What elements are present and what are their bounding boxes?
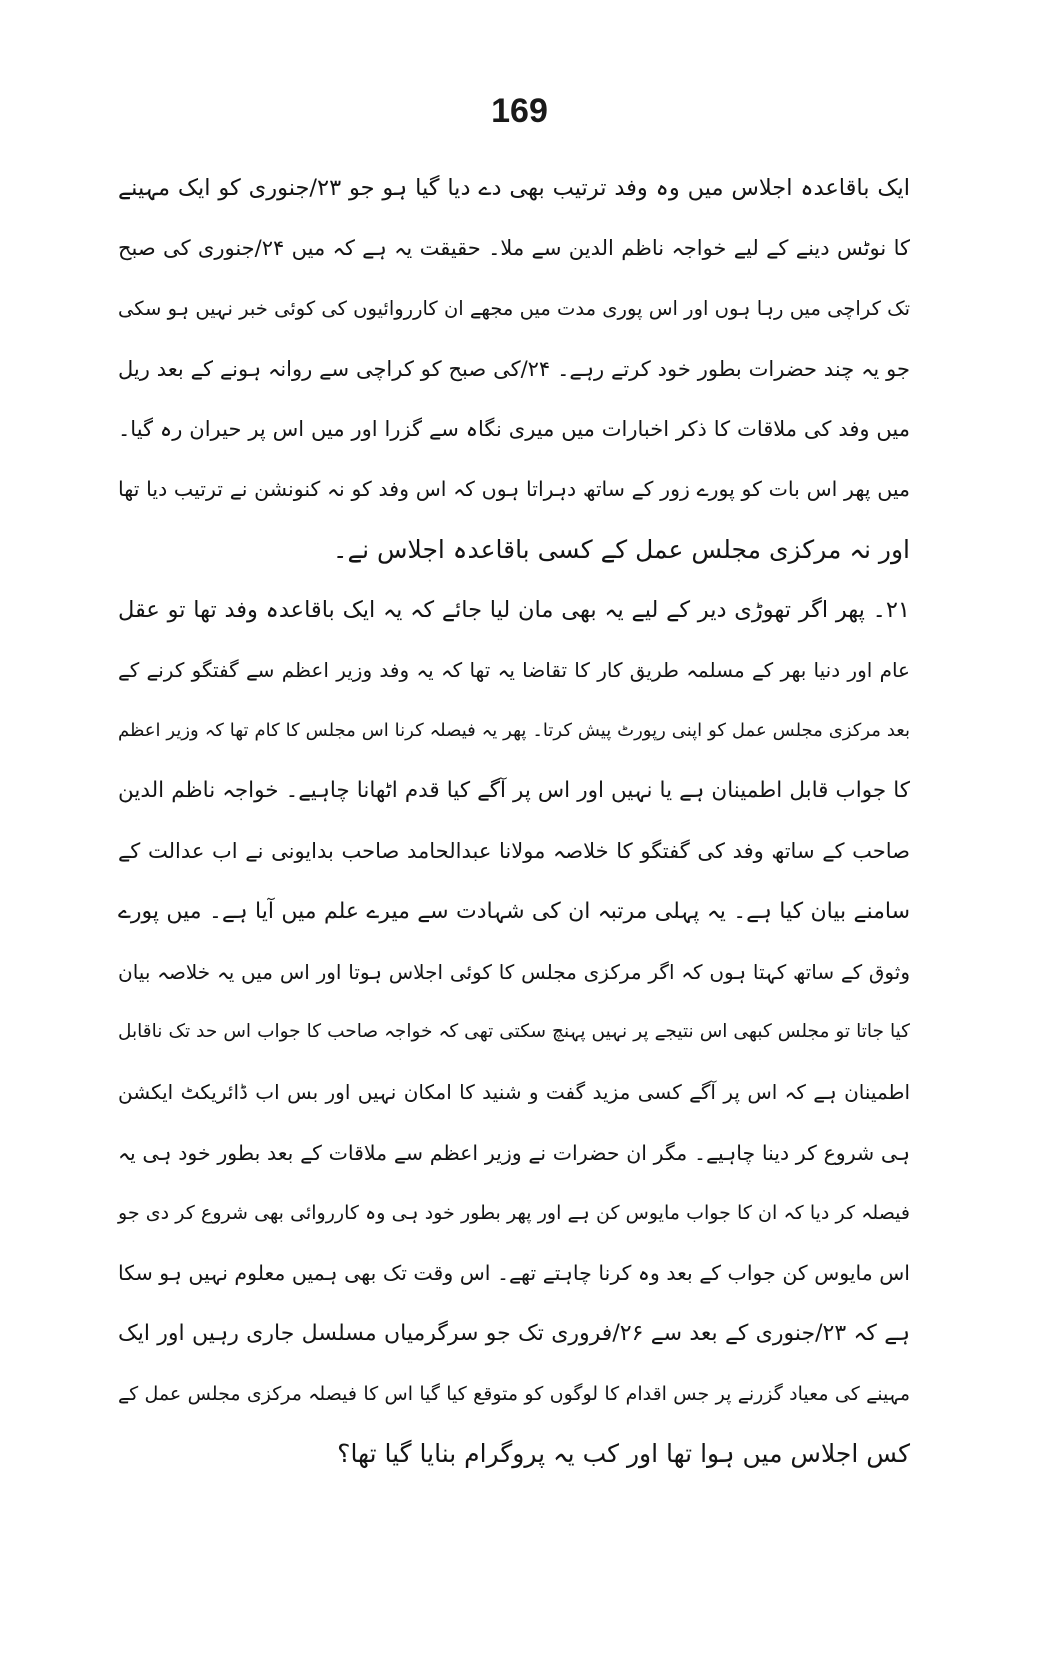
text-line: صاحب کے ساتھ وفد کی گفتگو کا خلاصہ مولانا عبدالحامد صاحب بدایونی نے اب عدالت کے [118,839,910,864]
text-line: فیصلہ کر دیا کہ ان کا جواب مایوس کن ہے اور پھر بطور خود ہی وہ کارروائی بھی شروع کر دی جو [118,1202,910,1225]
text-line: ہے کہ ۲۳/جنوری کے بعد سے ۲۶/فروری تک جو سرگرمیاں مسلسل جاری رہیں اور ایک [118,1320,910,1346]
text-line: اور نہ مرکزی مجلس عمل کے کسی باقاعدہ اجلاس نے۔ [332,534,910,564]
text-line: میں پھر اس بات کو پورے زور کے ساتھ دہراتا ہوں کہ اس وفد کو نہ کنونشن نے ترتیب دیا تھا [118,477,910,502]
text-line: کس اجلاس میں ہوا تھا اور کب یہ پروگرام بنایا گیا تھا؟ [337,1439,910,1469]
page-number: 169 [491,92,548,130]
text-line: کا جواب قابل اطمینان ہے یا نہیں اور اس پر آگے کیا قدم اٹھانا چاہیے۔ خواجہ ناظم الدین [118,777,910,803]
text-line: سامنے بیان کیا ہے۔ یہ پہلی مرتبہ ان کی شہادت سے میرے علم میں آیا ہے۔ میں پورے [118,898,910,924]
text-line: کیا جاتا تو مجلس کبھی اس نتیجے پر نہیں پہنچ سکتی تھی کہ خواجہ صاحب کا جواب اس حد تک ناقابل [118,1021,910,1043]
text-line: کا نوٹس دینے کے لیے خواجہ ناظم الدین سے ملا۔ حقیقت یہ ہے کہ میں ۲۴/جنوری کی صبح [118,236,910,261]
text-line: وثوق کے ساتھ کہتا ہوں کہ اگر مرکزی مجلس کا کوئی اجلاس ہوتا اور اس میں یہ خلاصہ بیان [118,959,910,984]
text-line: ہی شروع کر دینا چاہیے۔ مگر ان حضرات نے وزیر اعظم سے ملاقات کے بعد بطور خود ہی یہ [118,1140,910,1165]
text-line: میں وفد کی ملاقات کا ذکر اخبارات میں میری نگاہ سے گزرا اور میں اس پر حیران رہ گیا۔ [118,417,910,442]
text-line: مہینے کی معیاد گزرنے پر جس اقدام کا لوگوں کو متوقع کیا گیا اس کا فیصلہ مرکزی مجلس عمل کے [118,1382,910,1405]
body-text [118,158,910,1485]
text-line: بعد مرکزی مجلس عمل کو اپنی رپورٹ پیش کرتا۔ پھر یہ فیصلہ کرنا اس مجلس کا کام تھا کہ وزیر اعظم [118,719,910,741]
text-line: عام اور دنیا بھر کے مسلمہ طریق کار کا تقاضا یہ تھا کہ یہ وفد وزیر اعظم سے گفتگو کرنے کے [118,658,910,683]
text-line: ایک باقاعدہ اجلاس میں وہ وفد ترتیب بھی دے دیا گیا ہو جو ۲۳/جنوری کو ایک مہینے [118,175,910,201]
text-line: ۲۱۔ پھر اگر تھوڑی دیر کے لیے یہ بھی مان لیا جائے کہ یہ ایک باقاعدہ وفد تھا تو عقل [118,597,910,624]
text-line: اس مایوس کن جواب کے بعد وہ کرنا چاہتے تھے۔ اس وقت تک بھی ہمیں معلوم نہیں ہو سکا [118,1261,910,1286]
text-line: اطمینان ہے کہ اس پر آگے کسی مزید گفت و شنید کا امکان نہیں اور بس اب ڈائریکٹ ایکشن [118,1080,910,1105]
text-line: جو یہ چند حضرات بطور خود کرتے رہے۔ ۲۴/کی صبح کو کراچی سے روانہ ہونے کے بعد ریل [118,356,910,381]
text-line: تک کراچی میں رہا ہوں اور اس پوری مدت میں مجھے ان کارروائیوں کی کوئی خبر نہیں ہو سکی [118,296,910,320]
